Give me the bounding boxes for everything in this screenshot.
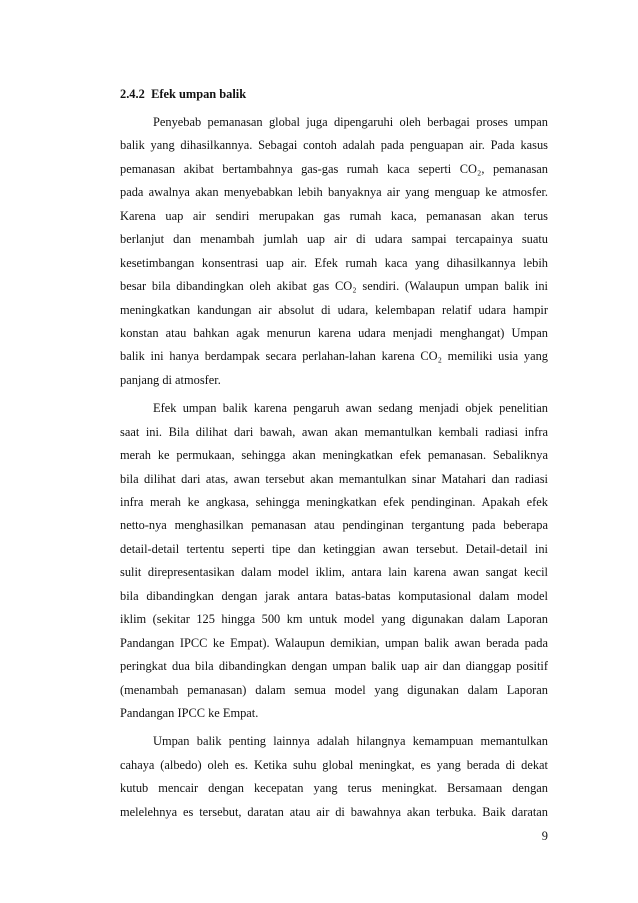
paragraph-line: bila dilihat dari atas, awan tersebut akan memantulkan sinar Matahari dan radiasi xyxy=(120,471,548,486)
paragraph-line: cahaya (albedo) oleh es. Ketika suhu global meningkat, es yang berada di dekat xyxy=(120,757,548,772)
section-title: Efek umpan balik xyxy=(151,87,247,101)
paragraph-1 xyxy=(120,111,548,392)
paragraph-line: meningkatkan kandungan air absolut di udara, kelembapan relatif udara hampir xyxy=(120,302,548,317)
paragraph-line: sulit direpresentasikan dalam model iklim, antara lain karena awan sangat kecil xyxy=(120,565,548,580)
paragraph-line: Karena uap air sendiri merupakan gas rumah kaca, pemanasan akan terus xyxy=(120,208,548,223)
paragraph-line: iklim (sekitar 125 hingga 500 km untuk model yang digunakan dalam Laporan xyxy=(120,612,548,627)
paragraph-line: besar bila dibandingkan oleh akibat gas CO₂ sendiri. (Walaupun umpan balik ini xyxy=(120,279,548,294)
paragraph-line: (menambah pemanasan) dalam semua model yang digunakan dalam Laporan xyxy=(120,682,548,697)
paragraph-line: balik ini hanya berdampak secara perlahan-lahan karena CO₂ memiliki usia yang xyxy=(120,349,548,364)
paragraph-line: pemanasan akibat bertambahnya gas-gas rumah kaca seperti CO₂, pemanasan xyxy=(120,161,548,176)
paragraph-3 xyxy=(120,730,548,824)
paragraph-line: panjang di atmosfer. xyxy=(120,372,221,387)
paragraph-line: Efek umpan balik karena pengaruh awan sedang menjadi objek penelitian xyxy=(153,401,548,416)
paragraph-line: netto-nya menghasilkan pemanasan atau pendinginan tergantung pada beberapa xyxy=(120,518,548,533)
paragraph-line: kesetimbangan konsentrasi uap air. Efek rumah kaca yang dihasilkannya lebih xyxy=(120,255,548,270)
section-heading xyxy=(120,86,548,103)
paragraph-line: pada awalnya akan menyebabkan lebih banyaknya air yang menguap ke atmosfer. xyxy=(120,185,548,200)
paragraph-line: merah ke permukaan, sehingga akan meningkatkan efek pemanasan. Sebaliknya xyxy=(120,448,548,463)
paragraph-line: Umpan balik penting lainnya adalah hilangnya kemampuan memantulkan xyxy=(153,734,548,749)
paragraph-line: infra merah ke angkasa, sehingga meningkatkan efek pendinginan. Apakah efek xyxy=(120,495,548,509)
paragraph-line: konstan atau bahkan agak menurun karena udara menjadi menghangat) Umpan xyxy=(120,325,548,340)
document-page xyxy=(120,86,548,824)
paragraph-line: berlanjut dan menambah jumlah uap air di udara sampai tercapainya suatu xyxy=(120,232,548,247)
paragraph-line: Penyebab pemanasan global juga dipengaruhi oleh berbagai proses umpan xyxy=(153,115,548,129)
paragraph-line: peringkat dua bila dibandingkan dengan umpan balik uap air dan dianggap positif xyxy=(120,659,548,674)
page-number: 9 xyxy=(541,829,548,843)
paragraph-line: Pandangan IPCC ke Empat. xyxy=(120,705,259,720)
section-number: 2.4.2 xyxy=(120,87,145,101)
paragraph-2 xyxy=(120,397,548,725)
paragraph-line: Pandangan IPCC ke Empat). Walaupun demikian, umpan balik awan berada pada xyxy=(120,635,548,650)
paragraph-line: saat ini. Bila dilihat dari bawah, awan akan memantulkan kembali radiasi infra xyxy=(120,424,548,439)
paragraph-line: kutub mencair dengan kecepatan yang terus meningkat. Bersamaan dengan xyxy=(120,781,548,796)
paragraph-line: bila dibandingkan dengan jarak antara batas-batas komputasional dalam model xyxy=(120,588,548,603)
paragraph-line: balik yang dihasilkannya. Sebagai contoh adalah pada penguapan air. Pada kasus xyxy=(120,138,548,153)
paragraph-line: melelehnya es tersebut, daratan atau air di bawahnya akan terbuka. Baik daratan xyxy=(120,804,548,819)
paragraph-line: detail-detail tertentu seperti tipe dan ketinggian awan tersebut. Detail-detail ini xyxy=(120,541,548,556)
